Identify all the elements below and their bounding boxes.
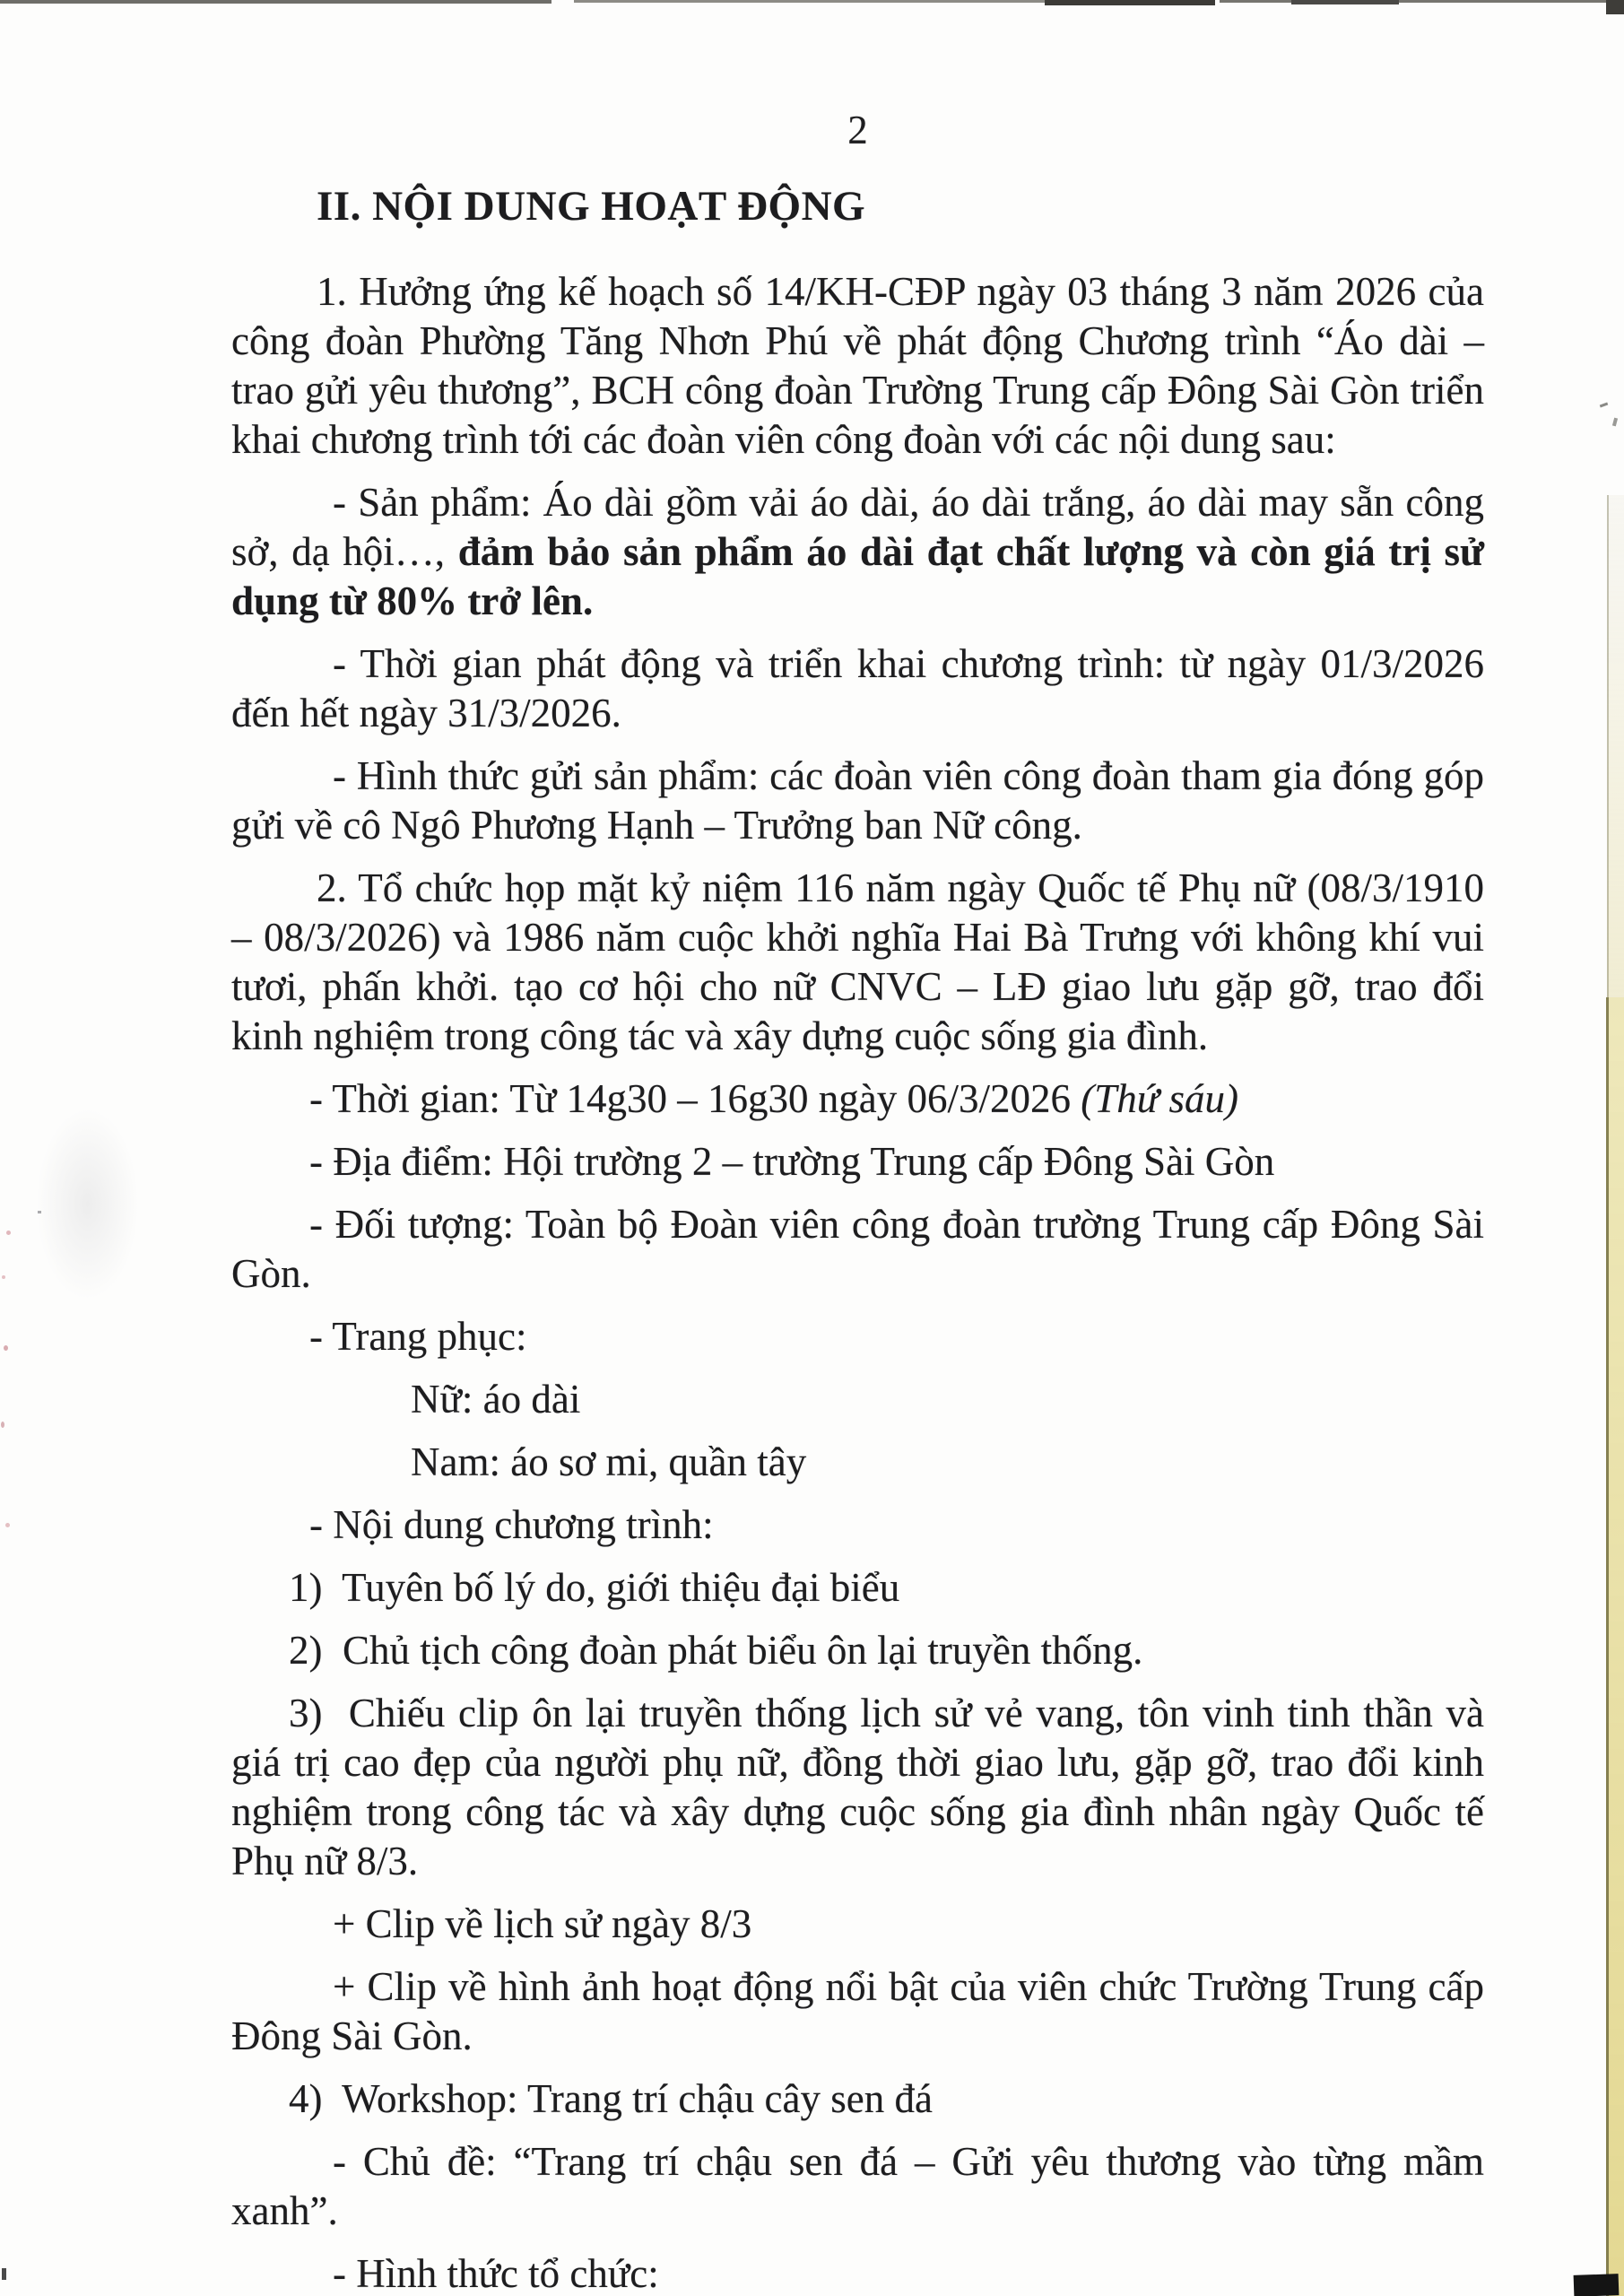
scan-edge-top-segment [0,0,551,4]
section-heading: II. NỘI DUNG HOẠT ĐỘNG [317,183,866,230]
scan-speck [1600,403,1608,408]
paragraph [231,478,1484,626]
paragraph [231,1689,1484,1886]
paragraph [231,1137,1484,1187]
paragraph [231,1563,1484,1613]
text-run: - Trang phục: [309,1314,527,1359]
paragraph [231,2249,1484,2296]
paragraph [231,1962,1484,2061]
text-run: + Clip về lịch sử ngày 8/3 [333,1901,752,1946]
paragraph [231,1375,1484,1424]
paragraph [231,864,1484,1061]
scan-speck [1,1422,4,1428]
paragraph [231,1200,1484,1299]
document-body [231,106,1484,2296]
text-run: - Thời gian: Từ 14g30 – 16g30 ngày 06/3/2026 [309,1076,1081,1121]
text-run: - Địa điểm: Hội trường 2 – trường Trung cấp Đông Sài Gòn [309,1139,1275,1184]
scan-edge-top-segment [1045,0,1215,5]
scan-edge-top-segment [1291,0,1399,4]
text-run: (Thứ sáu) [1081,1076,1239,1121]
scan-speck [38,1211,41,1213]
scan-speck [2,1275,5,1279]
paragraph [231,2137,1484,2236]
text-run: + Clip về hình ảnh hoạt động nổi bật của viên chức Trường Trung cấp Đông Sài Gòn. [231,1964,1484,2058]
scan-speck [2,2268,6,2280]
scan-edge-top-segment [574,0,1045,3]
text-run: - Sản phẩm: Áo dài gồm vải áo dài, áo dài trắng, áo dài may sẵn công sở, dạ hội…, [231,480,1484,574]
text-run: - Nội dung chương trình: [309,1502,714,1547]
text-run: - Chủ đề: “Trang trí chậu sen đá – Gửi yêu thương vào từng mầm xanh”. [231,2139,1484,2233]
text-run: Nam: áo sơ mi, quần tây [411,1439,807,1484]
paragraph [231,1626,1484,1675]
paragraph [231,1074,1484,1124]
page-edge-shadow-lower [1606,997,1624,2296]
text-run: 2) Chủ tịch công đoàn phát biểu ôn lại truyền thống. [289,1628,1143,1673]
paragraph [231,639,1484,738]
text-run: - Hình thức gửi sản phẩm: các đoàn viên công đoàn tham gia đóng góp gửi về cô Ngô Phương Hạnh – Trưởng ban Nữ công. [231,753,1484,848]
paragraph [231,2074,1484,2124]
text-run: - Thời gian phát động và triển khai chương trình: từ ngày 01/3/2026 đến hết ngày 31/3/2026. [231,641,1484,735]
text-run: - Đối tượng: Toàn bộ Đoàn viên công đoàn trường Trung cấp Đông Sài Gòn. [231,1202,1484,1296]
text-run: 2. Tổ chức họp mặt kỷ niệm 116 năm ngày Quốc tế Phụ nữ (08/3/1910 – 08/3/2026) và 1986 năm cuộc khởi nghĩa Hai Bà Trưng với không khí vui tươi, phấn khởi. tạo cơ hội cho nữ CNVC – LĐ giao lưu gặp gỡ, trao đổi kinh nghiệm trong công tác và xây dựng cuộc sống gia đình. [231,865,1484,1058]
paragraph [231,1500,1484,1550]
text-run: 1) Tuyên bố lý do, giới thiệu đại biểu [289,1565,900,1610]
scan-corner-mark [1606,0,1624,14]
text-run: Nữ: áo dài [411,1377,581,1422]
text-run: 3) Chiếu clip ôn lại truyền thống lịch sử vẻ vang, tôn vinh tinh thần và giá trị cao đẹp của người phụ nữ, đồng thời giao lưu, gặp gỡ, trao đổi kinh nghiệm trong công tác và xây dựng cuộc sống gia đình nhân ngày Quốc tế Phụ nữ 8/3. [231,1691,1484,1883]
scan-corner-mark-bottom-right [1574,2274,1620,2296]
scan-speck [6,1231,11,1235]
scan-speck [4,1345,8,1351]
paragraph [231,1312,1484,1361]
paragraph [231,1900,1484,1949]
paragraph [231,752,1484,850]
paragraph [231,1438,1484,1487]
scan-edge-top-segment [1220,0,1614,3]
scan-smudge [36,1108,139,1300]
text-run: 1. Hưởng ứng kế hoạch số 14/KH-CĐP ngày 03 tháng 3 năm 2026 của công đoàn Phường Tăng Nhơn Phú về phát động Chương trình “Áo dài – trao gửi yêu thương”, BCH công đoàn Trường Trung cấp Đông Sài Gòn triển khai chương trình tới các đoàn viên công đoàn với các nội dung sau: [231,269,1484,462]
text-run: 4) Workshop: Trang trí chậu cây sen đá [289,2076,933,2121]
page-edge-shadow-upper [1607,495,1624,997]
scan-speck [1612,418,1618,427]
text-run: - Hình thức tổ chức: [333,2251,659,2296]
text-run: đảm bảo sản phẩm áo dài đạt chất lượng và còn giá trị sử dụng từ 80% trở lên. [231,529,1484,623]
page-number: 2 [847,108,868,152]
paragraph [231,267,1484,465]
scan-speck [5,1523,10,1527]
